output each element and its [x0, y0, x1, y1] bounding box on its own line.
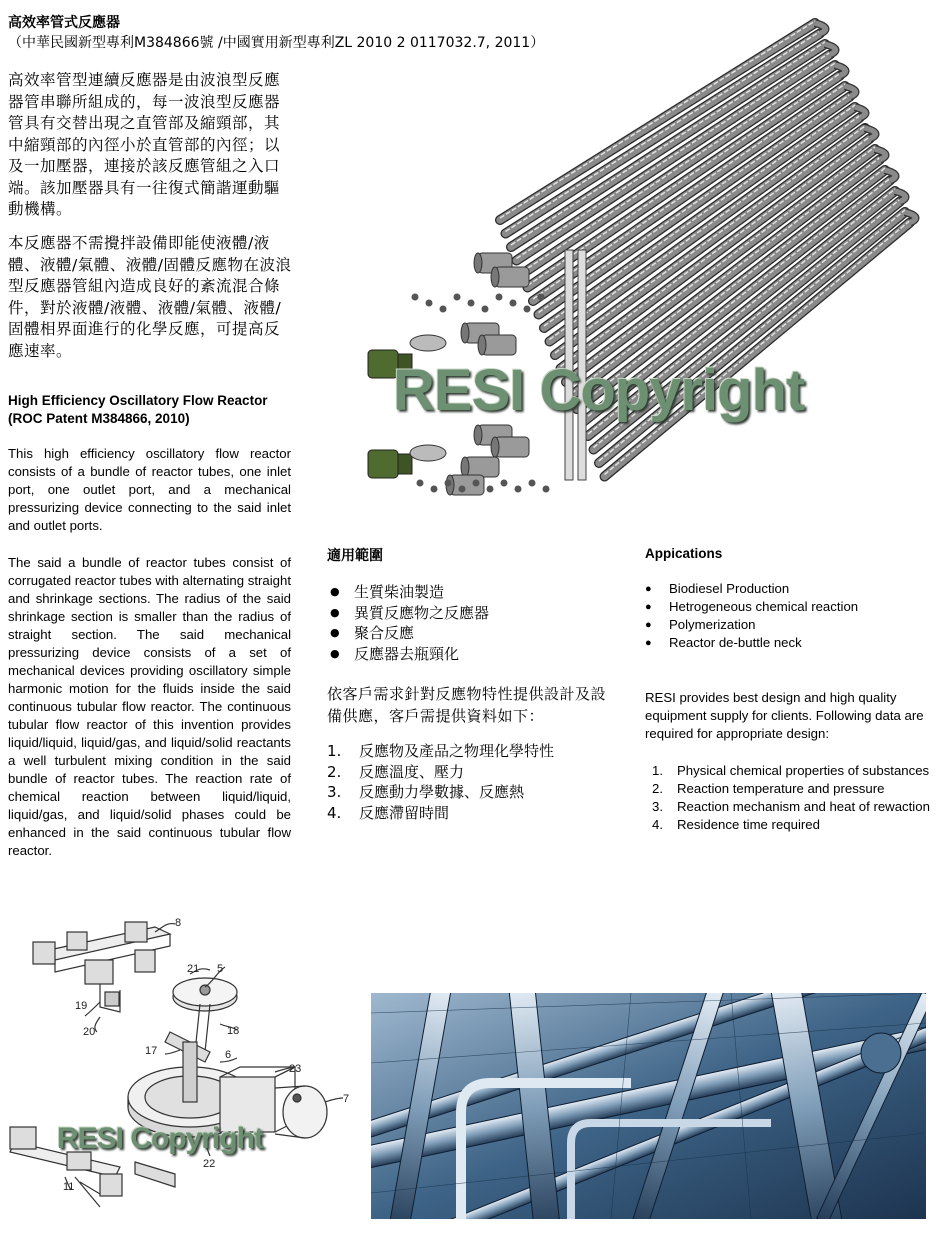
patent-subtitle: （中華民國新型專利M384866號 /中國實用新型專利ZL 2010 2 0117032.7, 2011） — [8, 35, 545, 51]
requirements-zh-list — [327, 741, 554, 823]
item-text: Reaction mechanism and heat of rewaction — [677, 799, 930, 814]
list-item — [327, 803, 554, 824]
item-number: 3. — [327, 783, 342, 801]
callout-label: 11 — [63, 1181, 75, 1193]
list-item — [327, 782, 554, 803]
reactor-illustration — [360, 5, 930, 510]
list-item: ● 生質柴油製造 — [330, 582, 489, 603]
applications-zh-list — [330, 582, 489, 664]
item-number: 4. — [327, 803, 342, 822]
callout-label: 7 — [343, 1093, 350, 1105]
requirements-en-list — [652, 762, 930, 834]
list-item — [327, 741, 554, 762]
design-text-en: RESI provides best design and high quality equipment supply for clients. Following data are required for appropriate design: — [645, 690, 924, 741]
item-text: 反應物及產品之物理化學特性 — [359, 742, 555, 760]
callout-label: 21 — [187, 963, 200, 975]
design-text-zh: 依客戶需求針對反應物特性提供設計及設備供應，客戶需提供資料如下： — [327, 685, 607, 725]
callout-label: 18 — [227, 1025, 240, 1037]
en-heading-line-2: (ROC Patent M384866, 2010) — [8, 411, 190, 426]
pipes-photo-drawing — [371, 993, 926, 1219]
list-item: ● Polymerization — [645, 616, 858, 634]
page-title: 高效率管式反應器 — [8, 15, 120, 31]
list-item — [652, 816, 930, 834]
callout-label: 17 — [145, 1045, 158, 1057]
en-intro-paragraph-1: This high efficiency oscillatory flow reactor consists of a bundle of reactor tubes, one inlet port, one outlet port, and a mechanical pressurizing device connecting to the said inlet and outlet ports. — [8, 446, 291, 533]
list-item — [652, 780, 930, 798]
list-item: ● Reactor de-buttle neck — [645, 634, 858, 652]
callout-label: 8 — [175, 917, 182, 929]
item-number: 1. — [652, 763, 663, 778]
callout-label: 20 — [83, 1026, 96, 1038]
item-number: 1. — [327, 742, 342, 760]
reactor-watermark: RESI Copyright — [393, 358, 805, 423]
list-item — [327, 762, 554, 783]
item-text: Residence time required — [677, 817, 820, 832]
list-item: ● Hetrogeneous chemical reaction — [645, 598, 858, 616]
item-text: Reaction temperature and pressure — [677, 781, 885, 796]
applications-zh-heading: 適用範圍 — [327, 548, 383, 564]
applications-en-heading: Appications — [645, 546, 723, 561]
en-heading-line-1: High Efficiency Oscillatory Flow Reactor — [8, 393, 268, 408]
applications-en-list — [645, 580, 858, 652]
zh-intro-paragraph-2: 本反應器不需攪拌設備即能使液體/液體、液體/氣體、液體/固體反應物在波浪型反應器管組內造成良好的紊流混合條件，對於液體/液體、液體/氣體、液體/固體相界面進行的化學反應，可提高反應速率。 — [8, 234, 292, 360]
callout-label: 5 — [217, 963, 224, 975]
item-text: Physical chemical properties of substances — [677, 763, 930, 778]
en-intro-paragraph-2: The said a bundle of reactor tubes consist of corrugated reactor tubes with alternating straight and shrinkage sections. The radius of the said shrinkage section is smaller than the radius of straight section. The said mechanical pressurizing device consists of a set of mechanical devices providing oscillatory simple harmonic motion for the fluids inside the said continuous tubular flow reactor. The continuous tubular flow reactor of this invention provides liquid/liquid, liquid/gas, and liquid/solid reactants a well turbulent mixing condition in the said bundle of reactor tubes. The reaction rate of chemical reaction between liquid/liquid, liquid/gas, and liquid/solid phases could be enhanced in the said continuous tubular flow reactor. — [8, 555, 291, 858]
callout-label: 19 — [75, 1000, 88, 1012]
callout-label: 23 — [289, 1063, 302, 1075]
item-text: 反應動力學數據、反應熱 — [359, 783, 525, 801]
item-number: 3. — [652, 799, 663, 814]
industrial-pipes-photo — [371, 993, 926, 1219]
list-item: ● 聚合反應 — [330, 623, 489, 644]
list-item — [652, 762, 930, 780]
reactor-drawing — [360, 5, 930, 510]
callout-label: 6 — [225, 1049, 232, 1061]
en-intro-heading — [8, 392, 293, 428]
list-item: ● 異質反應物之反應器 — [330, 603, 489, 624]
list-item: ● 反應器去瓶頸化 — [330, 644, 489, 665]
item-number: 2. — [327, 762, 342, 781]
list-item — [652, 798, 930, 816]
item-number: 4. — [652, 817, 663, 832]
mechanism-diagram — [5, 912, 360, 1222]
item-text: 反應滯留時間 — [359, 803, 450, 822]
zh-intro-paragraph-1: 高效率管型連續反應器是由波浪型反應器管串聯所組成的，每一波浪型反應器管具有交替出現之直管部及縮頸部，其中縮頸部的內徑小於直管部的內徑；以及一加壓器，連接於該反應管組之入口端。該加壓器具有一往復式簡諧運動驅動機構。 — [8, 71, 281, 218]
mechanism-watermark: RESI Copyright — [57, 1122, 264, 1155]
item-number: 2. — [652, 781, 663, 796]
list-item: ● Biodiesel Production — [645, 580, 858, 598]
item-text: 反應溫度、壓力 — [359, 762, 465, 781]
mechanism-drawing — [5, 912, 360, 1222]
callout-label: 22 — [203, 1158, 216, 1170]
